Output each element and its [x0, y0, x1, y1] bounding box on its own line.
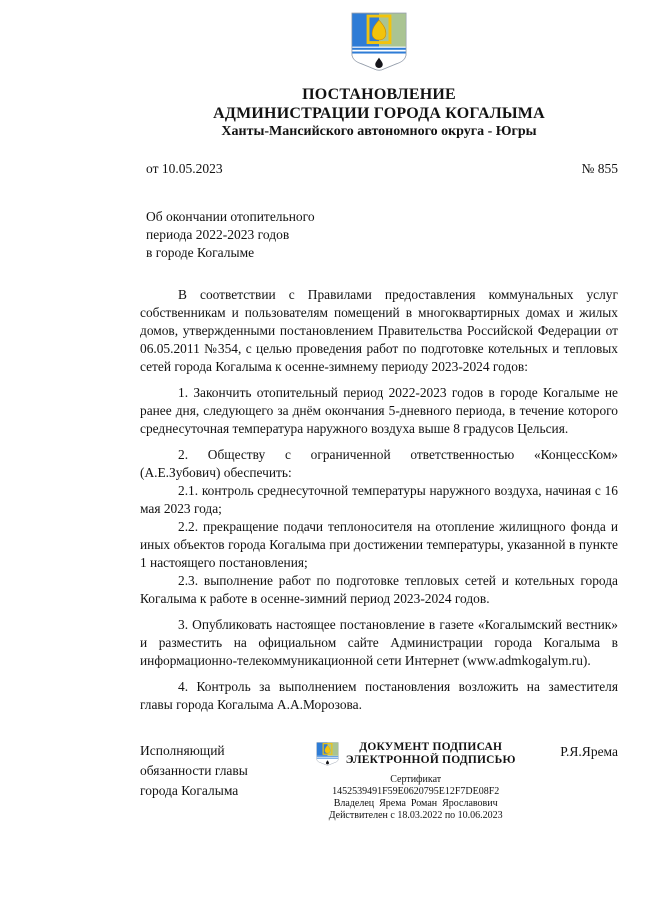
document-type-title: ПОСТАНОВЛЕНИЕ	[302, 86, 456, 103]
signer-name: Р.Я.Ярема	[560, 744, 618, 759]
emblem-container	[140, 12, 618, 74]
body-paragraph-intro: В соответствии с Правилами предоставления коммунальных услуг собственникам и пользователям помещений в многоквартирных домах и жилых домов, утвержденными постановлением Правительства Российской Федерации от 06.05.2011 №354, с целью проведения работ по подготовке котельных и тепловых сетей города Когалыма к осенне-зимнему периоду 2023-2024 годов:	[140, 287, 618, 374]
certificate-owner: Владелец Ярема Роман Ярославович	[333, 798, 498, 809]
certificate-label: Сертификат	[390, 774, 442, 785]
certificate-validity: Действителен с 18.03.2022 по 10.06.2023	[328, 810, 503, 821]
signer-position-line: Исполняющий	[140, 743, 225, 758]
stamp-header	[279, 741, 553, 767]
document-body	[140, 286, 618, 714]
body-paragraph-item-2: 2. Обществу с ограниченной ответственностью «КонцессКом» (А.Е.Зубович) обеспечить:	[140, 447, 618, 480]
body-paragraph-item-1: 1. Закончить отопительный период 2022-2023 годов в городе Когалыме не ранее дня, следующего за днём окончания 5-дневного периода, в течение которого среднесуточная температура наружного воздуха выше 8 градусов Цельсия.	[140, 385, 618, 436]
document-header	[140, 85, 618, 141]
coat-of-arms-icon	[350, 12, 408, 72]
signer-position-line: города Когалыма	[140, 783, 239, 798]
signer-position	[140, 741, 279, 822]
date-number-row	[140, 159, 618, 178]
stamp-emblem-icon	[316, 742, 339, 766]
issuing-authority-title: АДМИНИСТРАЦИИ ГОРОДА КОГАЛЫМА	[213, 105, 545, 122]
stamp-title-line: ДОКУМЕНТ ПОДПИСАН	[359, 741, 503, 753]
stamp-title	[346, 741, 516, 767]
electronic-signature-stamp	[279, 741, 553, 822]
region-subtitle: Ханты-Мансийского автономного округа - Югры	[221, 124, 537, 139]
certificate-info	[279, 774, 553, 822]
body-paragraph-item-2-2: 2.2. прекращение подачи теплоносителя на отопление жилищного фонда и иных объектов города Когалыма при достижении температуры, указанной в пункте 1 настоящего постановления;	[140, 519, 618, 570]
certificate-number: 1452539491F59E0620795E12F7DE08F2	[332, 786, 500, 797]
document-subject	[140, 208, 618, 262]
body-paragraph-item-2-1: 2.1. контроль среднесуточной температуры наружного воздуха, начиная с 16 мая 2023 года;	[140, 483, 618, 516]
signature-section	[140, 741, 618, 822]
body-paragraph-item-3: 3. Опубликовать настоящее постановление в газете «Когалымский вестник» и разместить на официальном сайте Администрации города Когалыма в информационно-телекоммуникационной сети Интернет (www.admkogalym.ru).	[140, 617, 618, 668]
stamp-title-line: ЭЛЕКТРОННОЙ ПОДПИСЬЮ	[345, 754, 516, 766]
subject-line: Об окончании отопительного	[146, 209, 315, 224]
body-paragraph-item-4: 4. Контроль за выполнением постановления возложить на заместителя главы города Когалыма А.А.Морозова.	[140, 679, 618, 712]
document-date: от 10.05.2023	[146, 161, 223, 176]
body-paragraph-item-2-3: 2.3. выполнение работ по подготовке тепловых сетей и котельных города Когалыма к работе в осенне-зимний период 2023-2024 годов.	[140, 573, 618, 606]
subject-line: периода 2022-2023 годов	[146, 227, 290, 242]
subject-line: в городе Когалыме	[146, 245, 255, 260]
signer-position-line: обязанности главы	[140, 763, 248, 778]
document-number: № 855	[581, 161, 618, 176]
